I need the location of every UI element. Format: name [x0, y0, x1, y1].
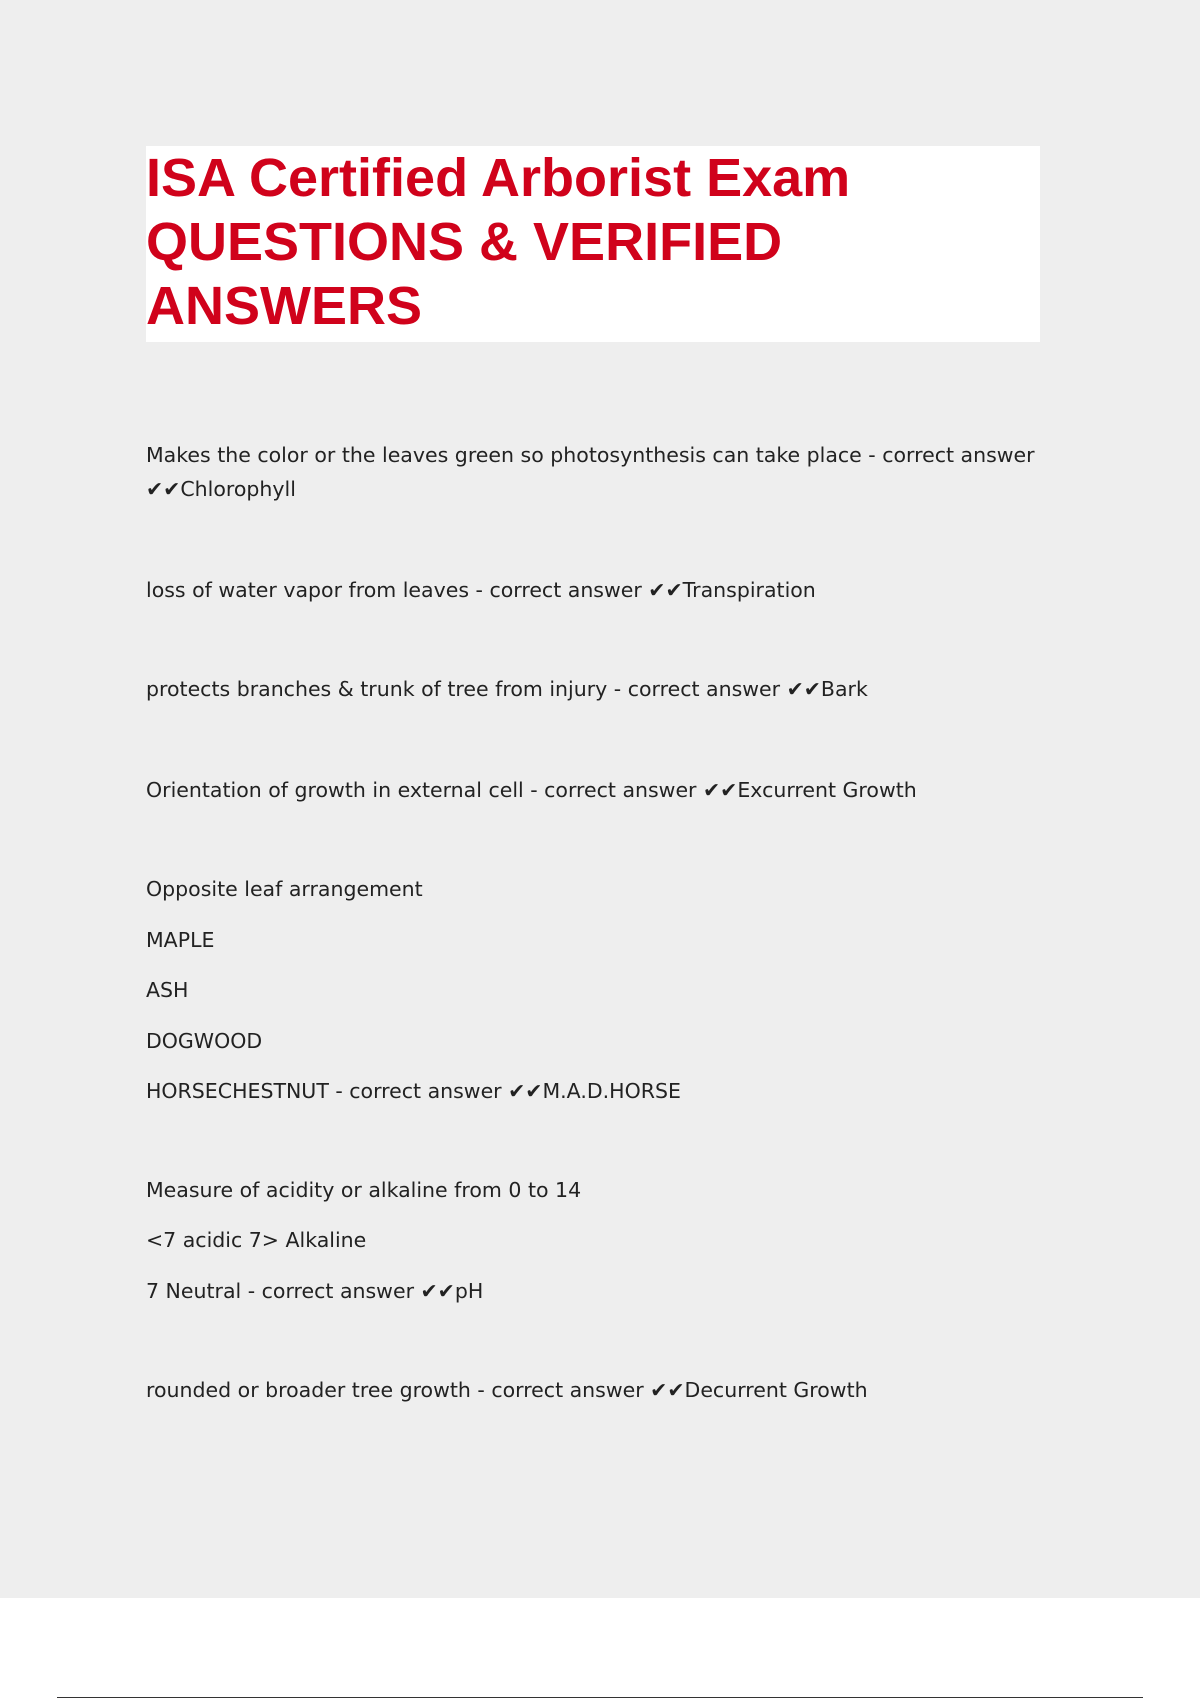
- qa-transpiration: loss of water vapor from leaves - correct answer ✔✔Transpiration: [146, 578, 816, 602]
- qa-ph-answer: 7 Neutral - correct answer ✔✔pH: [146, 1279, 484, 1303]
- document-title-line-3: ANSWERS: [146, 276, 423, 336]
- qa-opposite-leaf-maple: MAPLE: [146, 928, 215, 952]
- qa-bark: protects branches & trunk of tree from injury - correct answer ✔✔Bark: [146, 677, 868, 701]
- document-title-line-1: ISA Certified Arborist Exam: [146, 148, 851, 208]
- qa-opposite-leaf-dogwood: DOGWOOD: [146, 1029, 263, 1053]
- qa-chlorophyll-question: Makes the color or the leaves green so photosynthesis can take place - correct answer: [146, 443, 1035, 467]
- page-bottom-divider: [57, 1697, 1143, 1698]
- qa-opposite-leaf-answer: HORSECHESTNUT - correct answer ✔✔M.A.D.HORSE: [146, 1079, 681, 1103]
- qa-chlorophyll-answer: ✔✔Chlorophyll: [146, 477, 296, 501]
- title-box: [146, 146, 1040, 342]
- document-title-line-2: QUESTIONS & VERIFIED: [146, 212, 783, 272]
- qa-ph-scale: <7 acidic 7> Alkaline: [146, 1228, 367, 1252]
- qa-opposite-leaf-ash: ASH: [146, 978, 189, 1002]
- qa-decurrent-growth: rounded or broader tree growth - correct answer ✔✔Decurrent Growth: [146, 1378, 868, 1402]
- qa-excurrent-growth: Orientation of growth in external cell - correct answer ✔✔Excurrent Growth: [146, 778, 917, 802]
- qa-ph-question: Measure of acidity or alkaline from 0 to 14: [146, 1178, 582, 1202]
- qa-opposite-leaf-question: Opposite leaf arrangement: [146, 877, 423, 901]
